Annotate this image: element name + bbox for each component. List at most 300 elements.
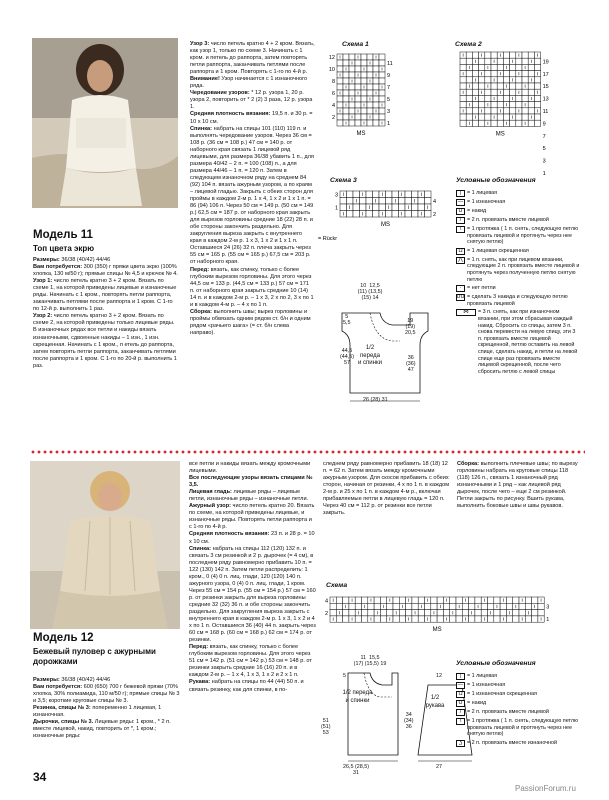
grid-cell bbox=[475, 597, 481, 603]
grid-cell bbox=[497, 114, 503, 120]
pattern2-dim-17: (17) bbox=[353, 661, 364, 667]
grid-cell bbox=[373, 96, 379, 102]
grid-cell bbox=[513, 597, 519, 603]
grid-cell bbox=[373, 66, 379, 72]
grid-cell bbox=[510, 64, 516, 70]
grid-cell bbox=[412, 191, 419, 198]
grid-cell bbox=[497, 83, 503, 89]
grid-cell bbox=[367, 102, 373, 108]
grid-cell bbox=[525, 597, 531, 603]
model12-col1-paragraph: Резинка, спицы № 3: попеременно 1 лицевая, 1 изнаночная. bbox=[33, 705, 162, 719]
model12-subtitle: Бежевый пуловер с ажурными дорожками bbox=[33, 647, 156, 666]
grid-cell bbox=[491, 64, 497, 70]
legend-row bbox=[456, 682, 581, 689]
grid-cell bbox=[379, 60, 385, 66]
grid-cell bbox=[472, 108, 478, 114]
grid-cell bbox=[393, 616, 399, 622]
grid-cell bbox=[469, 603, 475, 609]
scheme3-rueckr-label: = Rückr bbox=[318, 236, 338, 242]
grid-cell bbox=[347, 198, 354, 205]
legend-symbol-icon: ⋀ bbox=[456, 257, 465, 264]
grid-cell bbox=[361, 78, 367, 84]
grid-cell bbox=[503, 71, 509, 77]
pattern1-dim-19: 19 bbox=[407, 318, 414, 324]
grid-cell bbox=[340, 204, 347, 211]
grid-cell bbox=[379, 198, 386, 205]
grid-cell bbox=[360, 198, 367, 205]
grid-cell bbox=[479, 64, 485, 70]
legend-symbol-icon: \ bbox=[456, 718, 465, 725]
grid-cell bbox=[393, 597, 399, 603]
grid-cell bbox=[472, 120, 478, 126]
grid-cell bbox=[373, 120, 379, 126]
grid-cell bbox=[460, 58, 466, 64]
grid-cell bbox=[534, 64, 540, 70]
pattern2-dims-top bbox=[345, 655, 395, 667]
grid-cell bbox=[349, 66, 355, 72]
grid-cell bbox=[392, 204, 399, 211]
grid-cell bbox=[412, 616, 418, 622]
model11-subtitle: Топ цвета экрю bbox=[33, 244, 95, 253]
grid-cell bbox=[431, 603, 437, 609]
grid-cell bbox=[412, 211, 419, 218]
pattern2-dim-53: 53 bbox=[322, 730, 329, 737]
grid-cell bbox=[472, 52, 478, 58]
grid-cell bbox=[425, 191, 432, 198]
grid-cell bbox=[355, 102, 361, 108]
grid-row-label: 8 bbox=[331, 79, 335, 85]
grid-cell bbox=[466, 77, 472, 83]
grid-cell bbox=[466, 108, 472, 114]
grid-cell bbox=[337, 78, 343, 84]
grid-row-label: 7 bbox=[387, 85, 391, 91]
grid-cell bbox=[360, 204, 367, 211]
grid-cell bbox=[522, 58, 528, 64]
grid-ms-label: MS bbox=[432, 627, 442, 634]
grid-cell bbox=[412, 597, 418, 603]
model12-text-col2 bbox=[189, 461, 316, 694]
grid-cell bbox=[485, 77, 491, 83]
legend-text: = 1 лицевая bbox=[467, 190, 498, 196]
scheme3-title: Схема 3 bbox=[330, 177, 357, 184]
grid-cell bbox=[373, 211, 380, 218]
grid-row-label: 12 bbox=[328, 55, 335, 61]
grid-cell bbox=[386, 198, 393, 205]
legend-row bbox=[456, 673, 581, 680]
model11-photo-illustration bbox=[32, 38, 178, 208]
legend-symbol-icon: / bbox=[456, 709, 465, 716]
grid-cell bbox=[355, 78, 361, 84]
scheme-bottom-chart bbox=[316, 591, 561, 641]
grid-row-label: 17 bbox=[542, 71, 549, 78]
pattern1-dims-left bbox=[343, 314, 351, 326]
watermark: PassionForum.ru bbox=[515, 784, 576, 793]
grid-cell bbox=[425, 198, 432, 205]
grid-cell bbox=[347, 191, 354, 198]
grid-cell bbox=[513, 610, 519, 616]
grid-cell bbox=[366, 198, 373, 205]
grid-cell bbox=[460, 77, 466, 83]
model12-photo-illustration bbox=[30, 461, 180, 629]
model11-col2-paragraph: Перед: вязать, как спинку, только с более глубоким вырезом горловины. Для этого через 44,5 см = 133 р. (44,5 см = 133 р.) 57 см = 171 п. от наборного края закрыть средние 10 (14) 14 п. и в каждом 2-м р. – 1 х 3, 2 х по 2, 3 х по 1 и в каждом 4-м р. – 4 х по 1 п. bbox=[190, 266, 314, 308]
grid-cell bbox=[406, 610, 412, 616]
model11-col2-paragraph: Спинка: набрать на спицы 101 (110) 119 п. и выполнять чередование узоров. Через 36 см = 108 р. (36 см = 108 р.) 47 см = 140 р. от наборного края связать 1 лицевой ряд лицевыми, для размера 36/38 убавить 1 п., для размера 40/42 – 2 п. = 100 (108) п., а для размера 44/46 – 1 п. = 120 п. Затем в следующем изнаночном ряду на среднем 84 (92) 104 п. вязать ажурным узором, а по краям – лицевой гладью. Закрыть с обеих сторон для проймы в каждом 2-м р. 1 х 4, 1 х 2 и 1 х 1 п. = 86 (94) 106 п. Через 50 см = 149 р. (50 см = 149 р.) 62,5 см = 187 р. от наборного края закрыть для вырезов горловины средние 18 (22) 28 п. и обе стороны закончить раздельно. Для закругления выреза закрыть с внутреннего края в каждом 2-м р. 1 х 3, 1 х 2 и 1 х 1 п. Оставшиеся 24 (26) 32 п. плеча закрыть через 55 см = 165 р. (55 см = 165 р.) 67,5 см = 203 р. от наборного края. bbox=[190, 125, 314, 266]
model12-col2-paragraph: Спинка: набрать на спицы 112 (120) 132 п. и связать 3 см резинкой и 2 р. дырочек (= 4 см), в последнем ряду равномерно прибавить 10 п. = 122 (130) 142 п. Затем петли распределить: 1 кром., 0 (4) 0 п. лиц. глади, 120 (120) 140 п. ажурного узора, 0 (4) 0 п. лиц. глади, 1 кром. Через 55 см = 154 р. (55 см = 154 р.) 57 см = 160 р. от резинки закрыть для выреза горловины средние 32 (32) 36 п. и обе стороны закончить раздельно. Для закругления выреза закрыть с внутреннего края в каждом 2-м р. 1 х 3, 1 х 2 и 4 х по 1 п. Оставшиеся 36 (40) 44 п. закрыть через 60 см = 168 р. (60 см = 168 р.) 62 см = 174 р. от резинки. bbox=[189, 545, 316, 644]
pattern1-dims-left2 bbox=[340, 348, 354, 367]
grid-cell bbox=[456, 597, 462, 603]
legend-text: = 1 изнаночная bbox=[467, 682, 506, 688]
legend-symbol-icon: U bbox=[456, 208, 465, 215]
grid-cell bbox=[386, 191, 393, 198]
grid-cell bbox=[437, 616, 443, 622]
pattern2-label-body bbox=[335, 690, 380, 705]
grid-cell bbox=[516, 114, 522, 120]
grid-cell bbox=[525, 616, 531, 622]
grid-cell bbox=[349, 102, 355, 108]
grid-cell bbox=[336, 597, 342, 603]
legend-symbol-icon: | bbox=[456, 190, 465, 197]
pattern2-dim-11: 11 bbox=[360, 655, 367, 661]
grid-cell bbox=[405, 191, 412, 198]
pattern1-dim-47: 47 bbox=[407, 367, 414, 374]
grid-cell bbox=[485, 89, 491, 95]
grid-cell bbox=[373, 204, 380, 211]
pattern2-dim-34b: (34) bbox=[404, 718, 414, 725]
grid-cell bbox=[538, 603, 544, 609]
grid-cell bbox=[418, 597, 424, 603]
grid-cell bbox=[330, 610, 336, 616]
grid-cell bbox=[379, 108, 385, 114]
grid-cell bbox=[353, 204, 360, 211]
grid-cell bbox=[516, 64, 522, 70]
grid-ms-label: MS bbox=[381, 222, 390, 228]
grid-cell bbox=[513, 616, 519, 622]
grid-cell bbox=[450, 616, 456, 622]
legend-text: = накид bbox=[467, 700, 487, 706]
grid-row-label: 2 bbox=[331, 115, 335, 121]
grid-cell bbox=[374, 603, 380, 609]
grid-cell bbox=[337, 66, 343, 72]
grid-cell bbox=[380, 610, 386, 616]
grid-cell bbox=[472, 89, 478, 95]
grid-cell bbox=[379, 78, 385, 84]
grid-cell bbox=[361, 114, 367, 120]
grid-cell bbox=[343, 90, 349, 96]
pattern2-dim-27: 27 bbox=[436, 764, 442, 770]
model12-col3-paragraph: следнем ряду равномерно прибавить 18 (18) 12 п. = 62 п. Затем вязать между кромочными ажурным узором. Для скосов прибавить с обеих сторон, начиная от резинки, 4 х по 1 п. в каждом 2-м р. и 25 х по 1 п. в каждом 4-м р., включая прибавляемые петли в лицевую гладь = 120 п. Через 40 см = 112 р. от резинки все петли закрыть. bbox=[323, 461, 450, 517]
grid-cell bbox=[516, 120, 522, 126]
grid-cell bbox=[431, 597, 437, 603]
grid-cell bbox=[343, 60, 349, 66]
grid-cell bbox=[336, 616, 342, 622]
grid-cell bbox=[392, 211, 399, 218]
grid-cell bbox=[343, 114, 349, 120]
grid-cell bbox=[460, 120, 466, 126]
grid-cell bbox=[528, 102, 534, 108]
grid-cell bbox=[497, 58, 503, 64]
model12-text-col4 bbox=[457, 461, 581, 510]
grid-cell bbox=[349, 610, 355, 616]
grid-cell bbox=[405, 211, 412, 218]
grid-cell bbox=[373, 84, 379, 90]
grid-cell bbox=[534, 120, 540, 126]
legend-text: = 1 протяжка ( 1 п. снять, следующую петлю провязать лицевой и протянуть через нее снятую петлю) bbox=[467, 226, 579, 246]
model11-photo bbox=[32, 38, 178, 208]
grid-row-label: 3 bbox=[334, 192, 338, 199]
grid-cell bbox=[399, 204, 406, 211]
pattern2-dim-15-5b: (15,5) bbox=[364, 661, 379, 667]
grid-cell bbox=[466, 114, 472, 120]
grid-row-label: 1 bbox=[387, 121, 391, 127]
grid-cell bbox=[460, 102, 466, 108]
model11-col1-paragraph: Узор 1: число петель кратно 3 + 2 кром. Вязать по схеме 1, на которой приведены лицевые и изнаночные ряды. Начинать с 1 кром., повторять петли раппорта, заканчивать петлями после раппорта и 1 кром. С 1-го по 12-й р. выполнить 1 раз. bbox=[33, 278, 177, 313]
grid-cell bbox=[497, 120, 503, 126]
grid-cell bbox=[479, 77, 485, 83]
grid-cell bbox=[347, 211, 354, 218]
grid-cell bbox=[355, 114, 361, 120]
grid-cell bbox=[528, 83, 534, 89]
grid-cell bbox=[491, 71, 497, 77]
grid-cell bbox=[406, 603, 412, 609]
grid-cell bbox=[343, 96, 349, 102]
grid-cell bbox=[460, 114, 466, 120]
grid-cell bbox=[380, 597, 386, 603]
grid-cell bbox=[528, 71, 534, 77]
grid-cell bbox=[534, 83, 540, 89]
grid-cell bbox=[355, 96, 361, 102]
grid-cell bbox=[538, 610, 544, 616]
grid-cell bbox=[450, 597, 456, 603]
grid-cell bbox=[475, 616, 481, 622]
grid-cell bbox=[528, 108, 534, 114]
grid-cell bbox=[337, 114, 343, 120]
grid-cell bbox=[443, 603, 449, 609]
grid-row-label: 3 bbox=[387, 109, 391, 115]
model11-col2-paragraph: Чередование узоров: * 12 р. узора 1, 20 р. узора 2, повторить от * 2 (2) 3 раза, 12 р. узора 1. bbox=[190, 90, 313, 111]
model11-col1-paragraph: Вам потребуется: 300 (350) г пряжи цвета экрю (100% хлопка, 130 м/50 г); прямые спицы № 4,5 и крючок № 4. bbox=[33, 264, 178, 278]
grid-cell bbox=[418, 610, 424, 616]
grid-row-label: 5 bbox=[542, 146, 546, 153]
grid-cell bbox=[485, 58, 491, 64]
legend1 bbox=[456, 190, 581, 377]
pattern2-dims-bottom bbox=[343, 764, 369, 776]
grid-cell bbox=[362, 616, 368, 622]
grid-cell bbox=[485, 108, 491, 114]
model11-title: Модель 11 bbox=[33, 229, 93, 241]
grid-cell bbox=[418, 198, 425, 205]
legend1-title: Условные обозначения bbox=[456, 177, 536, 184]
grid-cell bbox=[343, 72, 349, 78]
grid-cell bbox=[472, 71, 478, 77]
grid-cell bbox=[522, 77, 528, 83]
grid-cell bbox=[485, 52, 491, 58]
grid-cell bbox=[330, 603, 336, 609]
grid-cell bbox=[343, 616, 349, 622]
model12-col1-paragraph: Вам потребуется: 600 (650) 700 г бежевой пряжи (70% хлопка, 30% полиамида, 110 м/50 г); прямые спицы № 3 и 3,5; короткие круговые спицы № 3. bbox=[33, 684, 180, 705]
grid-cell bbox=[481, 610, 487, 616]
grid-cell bbox=[353, 211, 360, 218]
grid-cell bbox=[392, 191, 399, 198]
grid-cell bbox=[425, 211, 432, 218]
grid-cell bbox=[510, 108, 516, 114]
legend-row bbox=[456, 226, 581, 246]
grid-cell bbox=[522, 71, 528, 77]
grid-cell bbox=[355, 597, 361, 603]
model11-col2-paragraph: Сборка: выполнить швы; вырез горловины и проймы обвязать одним рядом ст. б/н и одним рядом «рачьего шага» (= ст. б/н слева направо). bbox=[190, 308, 311, 336]
model12-col2-paragraph: Лицевая гладь: лицевые ряды – лицевые петли, изнаночные ряды – изнаночные петли. bbox=[189, 489, 309, 503]
grid-cell bbox=[528, 89, 534, 95]
model11-text-col2 bbox=[190, 41, 315, 337]
grid-cell bbox=[373, 78, 379, 84]
grid-cell bbox=[494, 616, 500, 622]
grid-cell bbox=[519, 610, 525, 616]
grid-cell bbox=[516, 77, 522, 83]
legend-row bbox=[456, 294, 581, 307]
grid-ms-label: MS bbox=[356, 131, 366, 137]
grid-cell bbox=[349, 54, 355, 60]
grid-cell bbox=[516, 58, 522, 64]
grid-cell bbox=[379, 72, 385, 78]
grid-row-label: 15 bbox=[542, 84, 549, 91]
pattern1-dim-10: 10 bbox=[360, 283, 367, 289]
grid-cell bbox=[399, 597, 405, 603]
grid-cell bbox=[497, 95, 503, 101]
grid-cell bbox=[349, 90, 355, 96]
pattern2-label-body-text: 1/2 переда и спинки bbox=[342, 690, 373, 704]
grid-cell bbox=[418, 204, 425, 211]
grid-cell bbox=[462, 610, 468, 616]
grid-cell bbox=[349, 84, 355, 90]
grid-cell bbox=[525, 603, 531, 609]
pattern1-dim-57: 57 bbox=[344, 360, 351, 367]
grid-cell bbox=[472, 83, 478, 89]
grid-cell bbox=[368, 603, 374, 609]
grid-cell bbox=[373, 60, 379, 66]
pattern2-dim-36: 36 bbox=[405, 724, 412, 731]
grid-cell bbox=[355, 120, 361, 126]
pattern1-dim-44-5: 44,5 bbox=[341, 348, 353, 354]
model12-col2-paragraph: все петли и накиды вязать между кромочными лицевыми. bbox=[189, 461, 311, 475]
grid-cell bbox=[534, 102, 540, 108]
grid-ms-label: MS bbox=[495, 131, 505, 138]
grid-cell bbox=[485, 71, 491, 77]
model11-text-col1 bbox=[33, 257, 179, 370]
grid-cell bbox=[443, 610, 449, 616]
grid-cell bbox=[503, 77, 509, 83]
scheme1-chart bbox=[323, 50, 413, 142]
grid-cell bbox=[466, 89, 472, 95]
model12-col4-paragraph: Сборка: выполнить плечевые швы; по вырезу горловины набрать на круговые спицы 118 (118) 126 п., связать 1 изнаночный ряд изнаночными и 1 ряд – как лицевой ряд дырочек, после чего – еще 2 см резинкой. Петли закрыть по рисунку. Вшить рукава, выполнить боковые швы и швы рукавов. bbox=[457, 461, 578, 510]
pattern1-dim-12-5: 12,5 bbox=[369, 283, 380, 289]
grid-cell bbox=[399, 616, 405, 622]
grid-cell bbox=[379, 114, 385, 120]
grid-cell bbox=[355, 60, 361, 66]
grid-cell bbox=[506, 616, 512, 622]
grid-cell bbox=[503, 58, 509, 64]
grid-cell bbox=[337, 120, 343, 126]
grid-cell bbox=[466, 95, 472, 101]
grid-row-label: 1 bbox=[334, 205, 338, 212]
grid-row-label: 1 bbox=[546, 617, 550, 624]
grid-cell bbox=[373, 114, 379, 120]
legend-text: = сделать 3 накида и следующую петлю провязать лицевой bbox=[467, 294, 568, 307]
pattern1-dim-19b: (19) bbox=[405, 324, 416, 331]
grid-cell bbox=[374, 616, 380, 622]
grid-cell bbox=[479, 120, 485, 126]
pattern1-label bbox=[350, 345, 390, 368]
grid-cell bbox=[491, 108, 497, 114]
grid-cell bbox=[510, 83, 516, 89]
grid-cell bbox=[466, 71, 472, 77]
pattern1-label-text: 1/2 переда и спинки bbox=[358, 345, 382, 366]
legend-symbol-icon: Ω bbox=[456, 691, 465, 698]
grid-cell bbox=[479, 58, 485, 64]
grid-row-label: 3 bbox=[542, 158, 546, 165]
legend-symbol-icon: \ bbox=[456, 226, 465, 233]
pattern2-dim-19: 19 bbox=[380, 661, 387, 667]
grid-cell bbox=[469, 597, 475, 603]
pattern1-dim-13-5: (13,5) bbox=[368, 289, 383, 295]
grid-cell bbox=[393, 603, 399, 609]
grid-cell bbox=[500, 603, 506, 609]
legend-symbol-icon: Ʒ bbox=[456, 740, 465, 747]
legend-row bbox=[456, 309, 581, 375]
grid-cell bbox=[532, 610, 538, 616]
grid-cell bbox=[494, 597, 500, 603]
grid-cell bbox=[349, 108, 355, 114]
grid-cell bbox=[497, 102, 503, 108]
pattern1-dim-20-5: 20,5 bbox=[405, 330, 416, 337]
pattern1-dim-36b: (36) bbox=[406, 361, 416, 368]
model12-photo bbox=[30, 461, 180, 629]
grid-cell bbox=[516, 95, 522, 101]
grid-row-label: 6 bbox=[331, 91, 335, 97]
legend-text: = 1 лицевая bbox=[467, 673, 498, 679]
grid-cell bbox=[534, 77, 540, 83]
legend-text: = 2 п. провязать вместе изнаночной bbox=[467, 739, 558, 746]
grid-cell bbox=[337, 84, 343, 90]
grid-cell bbox=[337, 96, 343, 102]
grid-cell bbox=[337, 102, 343, 108]
legend-symbol-icon: — bbox=[457, 199, 464, 205]
grid-cell bbox=[491, 52, 497, 58]
grid-cell bbox=[485, 95, 491, 101]
grid-cell bbox=[503, 114, 509, 120]
legend-text: = 1 п. снять, как при лицевом вязании, следующие 2 п. провязать вместе лицевой и протянуть через полученную петлю снятую петлю bbox=[467, 256, 580, 283]
grid-cell bbox=[510, 102, 516, 108]
grid-cell bbox=[361, 96, 367, 102]
grid-cell bbox=[491, 83, 497, 89]
legend-row bbox=[456, 257, 581, 283]
pattern2-label-sleeve-text: 1/2 рукава bbox=[425, 695, 445, 709]
grid-cell bbox=[340, 198, 347, 205]
grid-cell bbox=[425, 610, 431, 616]
legend-text: = 1 протяжка ( 1 п. снять, следующую петлю провязать лицевой и протянуть через нее снятую петлю) bbox=[467, 718, 579, 738]
grid-cell bbox=[353, 191, 360, 198]
grid-cell bbox=[418, 616, 424, 622]
grid-cell bbox=[488, 597, 494, 603]
grid-cell bbox=[522, 52, 528, 58]
legend-row bbox=[456, 285, 581, 292]
model11-col2-paragraph: Узор 3: число петель кратно 4 + 2 кром. Вязать, как узор 1, только по схеме 3. Начинать с 1 кром. и петель до раппорта, затем повторять петли раппорта, заканчивать петлями после раппорта и 1 кром. Повторять с 1-го по 4-й р. Внимание! Узор начинается с 1 изнаночного ряда. bbox=[190, 41, 315, 90]
grid-cell bbox=[362, 610, 368, 616]
grid-row-label: 13 bbox=[542, 96, 549, 103]
grid-cell bbox=[412, 603, 418, 609]
legend-row bbox=[456, 190, 581, 197]
grid-cell bbox=[437, 597, 443, 603]
grid-cell bbox=[361, 90, 367, 96]
grid-row-label: 10 bbox=[328, 67, 335, 73]
